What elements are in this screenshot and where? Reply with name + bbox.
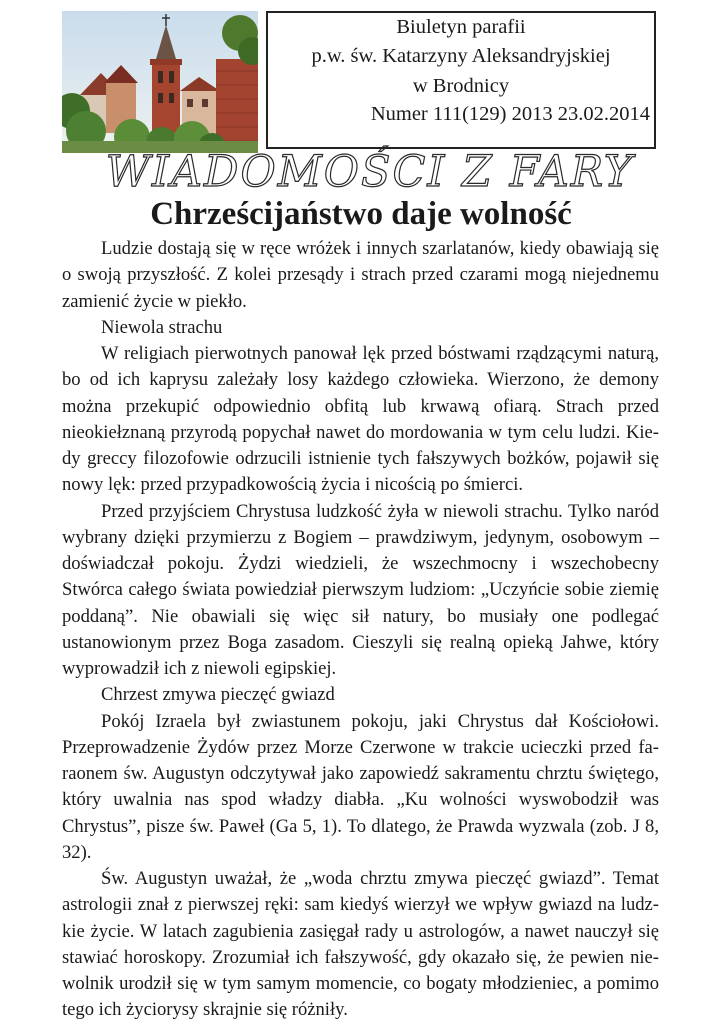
bulletin-title: Biuletyn parafii [396, 16, 526, 38]
paragraph: Pokój Izraela był zwiastunem pokoju, jaki Chrystus dał Kościołowi. Przeprowadzenie Żydów przez Morze Czerwone w trakcie ucieczki przed faraonem św. Augustyn odczytywał jako zapowiedź sakramentu chrztu świętego, który uwalnia nas spod władzy diabła. „Ku wolności wyswobodził was Chrystus”, pisze św. Paweł (Ga 5, 1). To dlatego, że Prawda wyzwala (zob. J 8, 32). [62, 710, 659, 863]
paragraph: W religiach pierwotnych panował lęk przed bóstwami rządzącymi naturą, bo od ich kaprysu zależały losy każdego człowieka. Wierzono, że demony można przekupić odpowiednio obfitą lub krwawą ofiarą. Strach przed nieokiełznaną przyrodą popychał nawet do mordowania w tym celu ludzi. Kiedy greccy filozofowie odrzucili istnienie tych fałszywych bożków, pojawił się nowy lęk: przed przypadkowością życia i nicością po śmierci. [62, 343, 659, 496]
parish-location: w Brodnicy [412, 75, 510, 97]
masthead-title: WIADOMOŚCI Z FARY [105, 147, 635, 197]
paragraph: Ludzie dostają się w ręce wróżek i innych szarlatanów, kiedy obawiają się o swoją przyszłość. Z kolei przesądy i strach przed czarami mogą niejednemu zamienić życie w piekło. [62, 238, 659, 312]
section-subheading: Chrzest zmywa pieczęć gwiazd [101, 684, 335, 706]
paragraph: Św. Augustyn uważał, że „woda chrztu zmywa pieczęć gwiazd”. Temat astrologii znał z pierwszej ręki: sam kiedyś wierzył we wpływ gwiazd na ludzkie życie. W latach zagubienia zasięgał rady u astrologów, a nawet nauczył się stawiać horoskopy. Zrozumiał ich fałszywość, gdy okazało się, że pewien niewolnik urodził się w tym samym momencie, co bogaty młodzieniec, a pomimo tego ich życiorysy skrajnie się różniły. [62, 868, 659, 1021]
parish-name: p.w. św. Katarzyny Aleksandryjskiej [311, 45, 611, 67]
church-tower-photo [62, 11, 258, 153]
issue-number-date: Numer 111(129) 2013 23.02.2014 [370, 103, 650, 125]
bulletin-info-box [266, 11, 656, 149]
paragraph: Przed przyjściem Chrystusa ludzkość żyła w niewoli strachu. Tylko naród wybrany dzięki przymierzu z Bogiem – prawdziwym, jedynym, osobowym – doświadczał pokoju. Żydzi wiedzieli, że wszechmocny i wszechobecny Stwórca całego świata powiedział pierwszym ludziom: „Uczyńcie sobie ziemię poddaną”. Nie obawiali się więc sił natury, bo musiały one podlegać ustanowionym przez Boga zasadom. Cieszyli się realną opieką Jahwe, który wyprowadził ich z niewoli egipskiej. [62, 500, 659, 679]
section-subheading: Niewola strachu [101, 316, 223, 338]
article-body [62, 236, 659, 1024]
article-headline: Chrześcijaństwo daje wolność [150, 196, 572, 232]
